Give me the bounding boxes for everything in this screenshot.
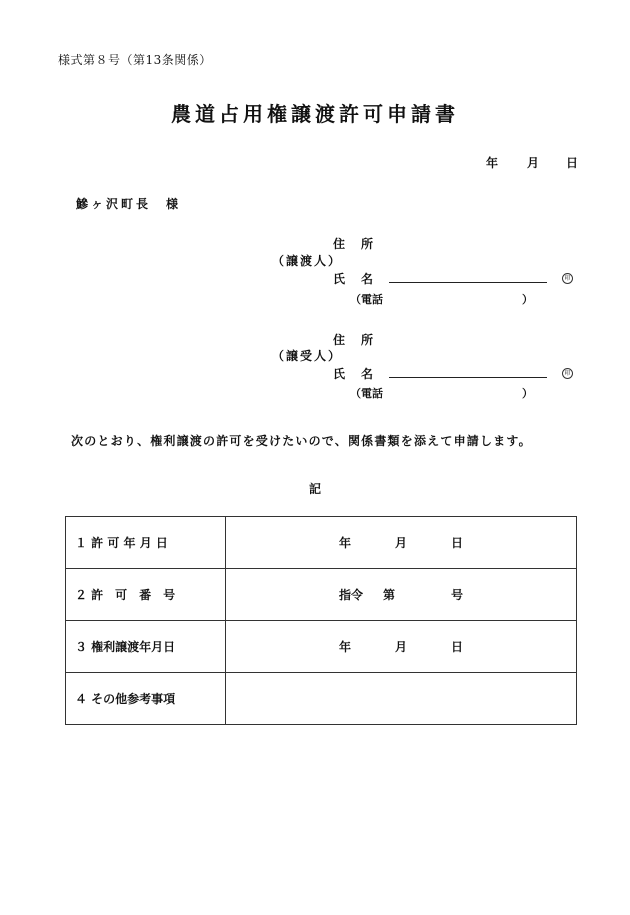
transferor-address-label: 住 所 xyxy=(333,237,376,251)
transferor-name-line xyxy=(389,282,547,283)
directive-label: 指令 xyxy=(338,588,363,602)
permit-number-value xyxy=(226,569,577,621)
transferee-phone-label: （電話 xyxy=(350,387,383,400)
date-day-label: 日 xyxy=(566,156,579,170)
transfer-date-label: ３ 権利譲渡年月日 xyxy=(66,621,226,673)
transferee-role-label: （譲受人） xyxy=(272,349,343,363)
permit-date-value xyxy=(226,517,577,569)
transferee-seal-mark: 印 xyxy=(562,368,573,379)
form-number: 様式第８号（第13条関係） xyxy=(58,53,212,67)
date-year-label: 年 xyxy=(486,156,499,170)
permit-day-label: 日 xyxy=(451,536,464,550)
transferee-address-label: 住 所 xyxy=(333,333,376,347)
other-notes-label: ４ その他参考事項 xyxy=(66,673,226,725)
transferor-phone-label: （電話 xyxy=(350,293,383,306)
permit-date-label: １ 許 可 年 月 日 xyxy=(66,517,226,569)
document-title: 農道占用権譲渡許可申請書 xyxy=(171,102,459,126)
transferee-name-line xyxy=(389,377,547,378)
transferee-name-label: 氏 名 xyxy=(333,367,376,381)
number-suffix-label: 号 xyxy=(451,588,464,602)
ki-heading: 記 xyxy=(308,482,321,496)
transferor-seal-mark: 印 xyxy=(562,273,573,284)
date-month-label: 月 xyxy=(527,156,540,170)
details-table xyxy=(65,516,577,725)
transfer-month-label: 月 xyxy=(394,640,407,654)
table-row xyxy=(66,569,577,621)
application-statement: 次のとおり、権利譲渡の許可を受けたいので、関係書類を添えて申請します。 xyxy=(71,434,532,448)
table-row xyxy=(66,517,577,569)
permit-month-label: 月 xyxy=(394,536,407,550)
transferor-role-label: （譲渡人） xyxy=(272,254,343,268)
transfer-date-value xyxy=(226,621,577,673)
transferor-phone-close: ） xyxy=(522,293,533,306)
transferee-phone-close: ） xyxy=(522,387,533,400)
table-row xyxy=(66,621,577,673)
permit-number-label: ２ 許 可 番 号 xyxy=(66,569,226,621)
table-row xyxy=(66,673,577,725)
transferor-name-label: 氏 名 xyxy=(333,272,376,286)
transfer-year-label: 年 xyxy=(338,640,351,654)
addressee: 鰺ヶ沢町長 様 xyxy=(76,197,182,211)
other-notes-value xyxy=(226,673,577,725)
number-prefix-label: 第 xyxy=(382,588,395,602)
transfer-day-label: 日 xyxy=(451,640,464,654)
permit-year-label: 年 xyxy=(338,536,351,550)
